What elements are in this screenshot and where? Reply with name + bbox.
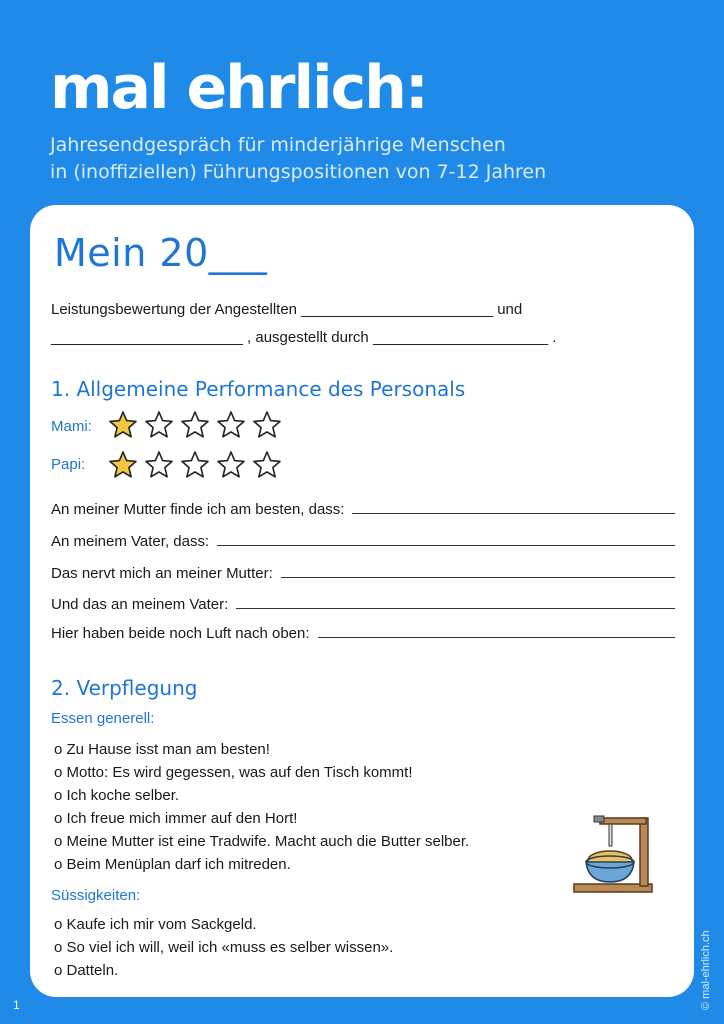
list-item[interactable]: o Meine Mutter ist eine Tradwife. Macht auch die Butter selber. bbox=[54, 833, 470, 850]
answer-line[interactable] bbox=[217, 533, 675, 546]
brand-title: mal ehrlich: bbox=[50, 53, 427, 123]
section-1-heading: 1. Allgemeine Performance des Personals bbox=[51, 377, 466, 401]
intro-line-2: _______________________ , ausgestellt durch _____________________ . bbox=[51, 329, 557, 346]
question-label: Das nervt mich an meiner Mutter: bbox=[51, 565, 273, 582]
sweets-label: Süssigkeiten: bbox=[51, 887, 141, 904]
question-label: An meinem Vater, dass: bbox=[51, 533, 210, 550]
question-row[interactable] bbox=[51, 565, 675, 582]
answer-line[interactable] bbox=[352, 501, 675, 514]
question-row[interactable] bbox=[51, 596, 675, 613]
section-2-heading: 2. Verpflegung bbox=[51, 676, 198, 700]
star-outline-icon[interactable] bbox=[252, 410, 282, 440]
list-item[interactable]: o Kaufe ich mir vom Sackgeld. bbox=[54, 916, 257, 933]
page-title: Mein 20___ bbox=[54, 231, 268, 275]
rating-stars-papi[interactable] bbox=[108, 450, 282, 480]
question-label: Und das an meinem Vater: bbox=[51, 596, 229, 613]
question-row[interactable] bbox=[51, 501, 675, 518]
answer-line[interactable] bbox=[281, 565, 675, 578]
question-label: An meiner Mutter finde ich am besten, dass: bbox=[51, 501, 345, 518]
answer-line[interactable] bbox=[236, 596, 675, 609]
page-number: 1 bbox=[13, 998, 20, 1012]
list-item[interactable]: o Datteln. bbox=[54, 962, 119, 979]
worksheet-card bbox=[30, 205, 694, 997]
rating-stars-mami[interactable] bbox=[108, 410, 282, 440]
question-row[interactable] bbox=[51, 625, 675, 642]
subtitle-line-2: in (inoffiziellen) Führungspositionen von 7-12 Jahren bbox=[50, 161, 547, 183]
star-outline-icon[interactable] bbox=[144, 410, 174, 440]
star-outline-icon[interactable] bbox=[252, 450, 282, 480]
rating-label-papi: Papi: bbox=[51, 456, 86, 473]
sweets-options-list bbox=[54, 913, 393, 982]
list-item[interactable]: o Motto: Es wird gegessen, was auf den Tisch kommt! bbox=[54, 764, 413, 781]
star-filled-icon[interactable] bbox=[108, 410, 138, 440]
butter-churn-illustration bbox=[570, 810, 654, 894]
question-label: Hier haben beide noch Luft nach oben: bbox=[51, 625, 310, 642]
food-options-list bbox=[54, 738, 469, 876]
rating-label-mami: Mami: bbox=[51, 418, 92, 435]
answer-line[interactable] bbox=[318, 625, 675, 638]
subtitle bbox=[50, 132, 546, 186]
list-item[interactable]: o Ich koche selber. bbox=[54, 787, 180, 804]
list-item[interactable]: o Zu Hause isst man am besten! bbox=[54, 741, 270, 758]
intro-line-1: Leistungsbewertung der Angestellten _______________________ und bbox=[51, 301, 523, 318]
list-item[interactable]: o So viel ich will, weil ich «muss es selber wissen». bbox=[54, 939, 394, 956]
star-outline-icon[interactable] bbox=[180, 410, 210, 440]
copyright-text: © mal-ehrlich.ch bbox=[700, 930, 712, 1010]
star-outline-icon[interactable] bbox=[216, 450, 246, 480]
list-item[interactable]: o Beim Menüplan darf ich mitreden. bbox=[54, 856, 291, 873]
star-outline-icon[interactable] bbox=[144, 450, 174, 480]
star-filled-icon[interactable] bbox=[108, 450, 138, 480]
star-outline-icon[interactable] bbox=[216, 410, 246, 440]
question-row[interactable] bbox=[51, 533, 675, 550]
star-outline-icon[interactable] bbox=[180, 450, 210, 480]
food-label: Essen generell: bbox=[51, 710, 155, 727]
list-item[interactable]: o Ich freue mich immer auf den Hort! bbox=[54, 810, 298, 827]
subtitle-line-1: Jahresendgespräch für minderjährige Menschen bbox=[50, 134, 506, 156]
